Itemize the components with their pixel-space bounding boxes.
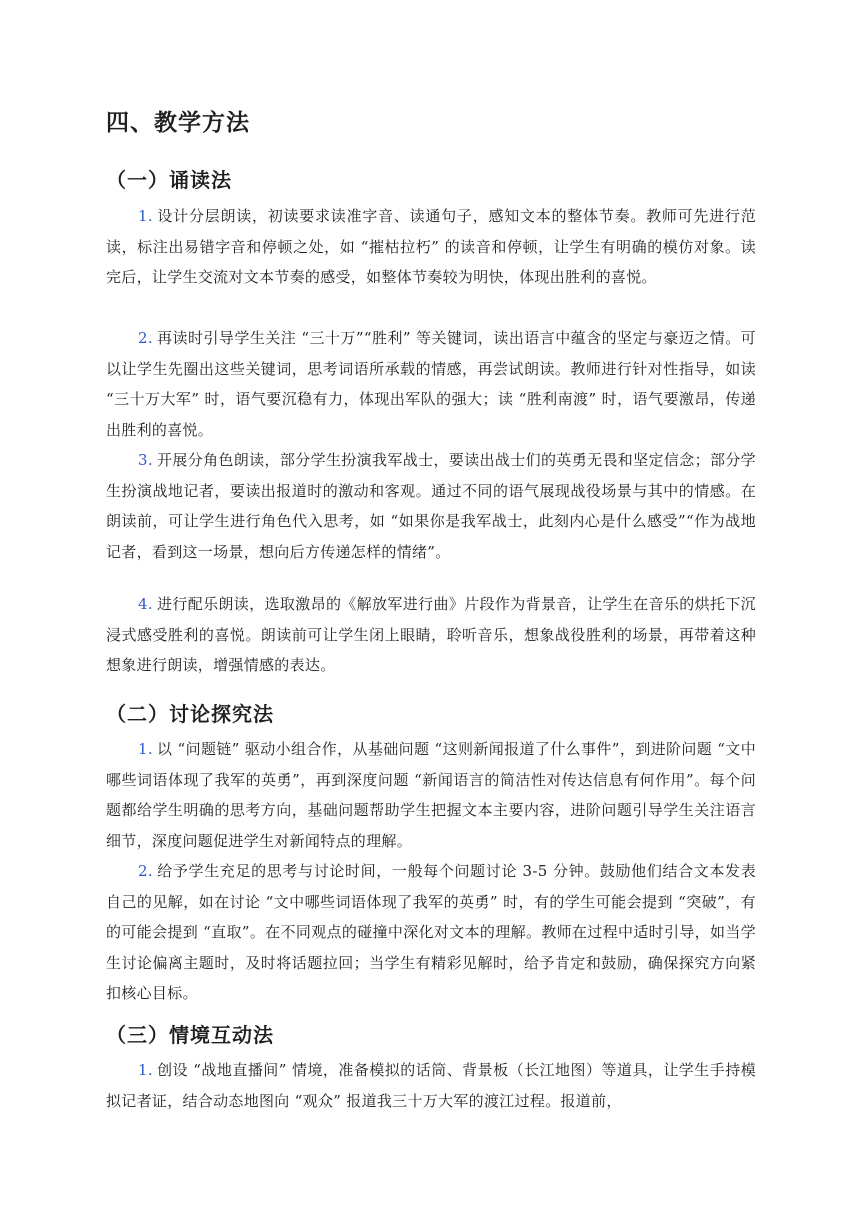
paragraph <box>106 323 756 445</box>
item-number: 3. <box>138 451 153 469</box>
item-number: 4. <box>138 595 153 613</box>
item-text: 创设 “战地直播间” 情境，准备模拟的话筒、背景板（长江地图）等道具，让学生手持模拟记者证，结合动态地图向 “观众” 报道我三十万大军的渡江过程。报道前， <box>106 1061 756 1110</box>
item-text: 再读时引导学生关注 “三十万”“胜利” 等关键词，读出语言中蕴含的坚定与豪迈之情。可以让学生先圈出这些关键词，思考词语所承载的情感，再尝试朗读。教师进行针对性指导，如读 “三十万大军” 时，语气要沉稳有力，体现出军队的强大；读 “胜利南渡” 时，语气要激昂，传递出胜利的喜悦。 <box>106 329 756 439</box>
subsection-heading-discussion: （二）讨论探究法 <box>106 702 274 726</box>
paragraph <box>106 201 756 293</box>
item-text: 以 “问题链” 驱动小组合作，从基础问题 “这则新闻报道了什么事件”，到进阶问题 “文中哪些词语体现了我军的英勇”，再到深度问题 “新闻语言的简洁性对传达信息有何作用”。每个问题都给学生明确的思考方向，基础问题帮助学生把握文本主要内容，进阶问题引导学生关注语言细节，深度问题促进学生对新闻特点的理解。 <box>106 740 756 850</box>
item-number: 1. <box>138 1061 153 1079</box>
paragraph <box>106 734 756 856</box>
item-text: 开展分角色朗读，部分学生扮演我军战士，要读出战士们的英勇无畏和坚定信念；部分学生扮演战地记者，要读出报道时的激动和客观。通过不同的语气展现战役场景与其中的情感。在朗读前，可让学生进行角色代入思考，如 “如果你是我军战士，此刻内心是什么感受”“作为战地记者，看到这一场景，想向后方传递怎样的情绪”。 <box>106 451 756 561</box>
subsection-heading-recitation: （一）诵读法 <box>106 168 232 192</box>
paragraph <box>106 1055 756 1116</box>
item-text: 进行配乐朗读，选取激昂的《解放军进行曲》片段作为背景音，让学生在音乐的烘托下沉浸式感受胜利的喜悦。朗读前可让学生闭上眼睛，聆听音乐，想象战役胜利的场景，再带着这种想象进行朗读，增强情感的表达。 <box>106 595 756 674</box>
item-number: 2. <box>138 329 153 347</box>
item-text: 设计分层朗读，初读要求读准字音、读通句子，感知文本的整体节奏。教师可先进行范读，标注出易错字音和停顿之处，如 “摧枯拉朽” 的读音和停顿，让学生有明确的模仿对象。读完后，让学生交流对文本节奏的感受，如整体节奏较为明快，体现出胜利的喜悦。 <box>106 207 756 286</box>
paragraph <box>106 589 756 681</box>
item-number: 2. <box>138 862 153 880</box>
item-text: 给予学生充足的思考与讨论时间，一般每个问题讨论 3-5 分钟。鼓励他们结合文本发表自己的见解，如在讨论 “文中哪些词语体现了我军的英勇” 时，有的学生可能会提到 “突破”，有的可能会提到 “直取”。在不同观点的碰撞中深化对文本的理解。教师在过程中适时引导，如当学生讨论偏离主题时，及时将话题拉回；当学生有精彩见解时，给予肯定和鼓励，确保探究方向紧扣核心目标。 <box>106 862 756 1002</box>
item-number: 1. <box>138 740 153 758</box>
paragraph <box>106 856 756 1009</box>
paragraph <box>106 445 756 567</box>
item-number: 1. <box>138 207 153 225</box>
section-title: 四、教学方法 <box>106 110 250 136</box>
subsection-heading-situation: （三）情境互动法 <box>106 1023 274 1047</box>
